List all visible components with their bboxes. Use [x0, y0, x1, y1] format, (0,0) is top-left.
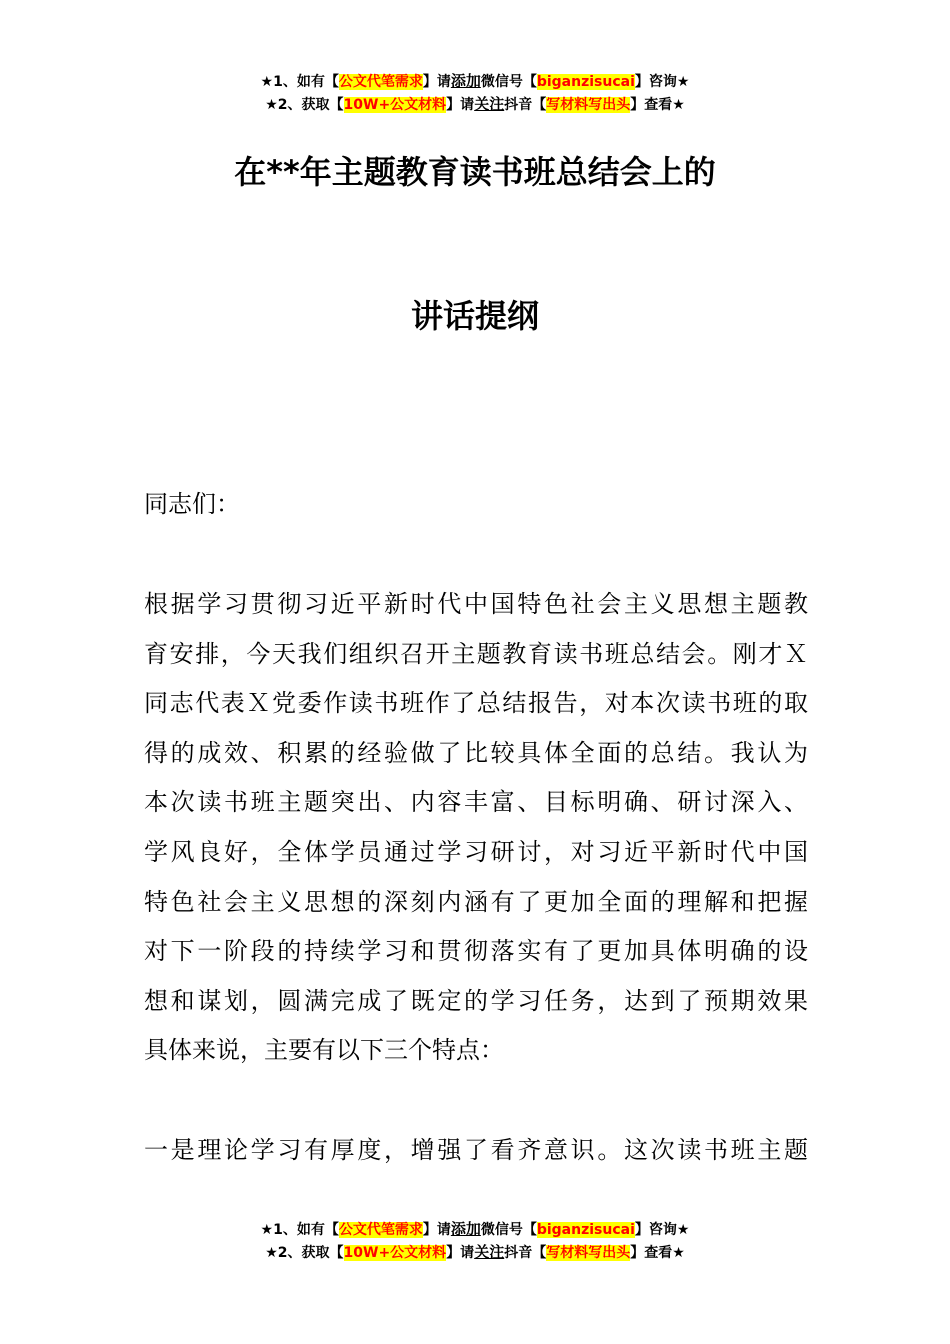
banner-text: 】咨询★ [634, 74, 690, 90]
banner-highlight-wechat-id: biganzisucai [536, 1222, 635, 1238]
banner-text: 】查看★ [630, 97, 685, 113]
banner-text: 】查看★ [630, 1245, 685, 1261]
paragraph-line: 本次读书班主题突出、内容丰富、目标明确、研讨深入、 [144, 788, 808, 817]
paragraph-line: 特色社会主义思想的深刻内涵有了更加全面的理解和把握 [144, 887, 808, 916]
banner-highlight-douyin-id: 写材料写出头 [546, 97, 631, 113]
paragraph-line: 一是理论学习有厚度，增强了看齐意识。这次读书班主题 [144, 1136, 808, 1164]
banner-highlight-service: 公文代笔需求 [338, 1222, 423, 1238]
banner-line-2 [0, 93, 950, 116]
footer-banner [0, 1218, 950, 1264]
banner-text: 抖音【 [504, 1245, 547, 1261]
document-title-line-2: 讲话提纲 [410, 297, 539, 335]
paragraph-line: 对下一阶段的持续学习和贯彻落实有了更加具体明确的设 [144, 937, 808, 966]
banner-line-2 [0, 1241, 950, 1264]
banner-text: ★1、如有【 [260, 74, 339, 90]
banner-emphasis: 添加 [450, 1220, 481, 1238]
banner-emphasis: 添加 [450, 72, 481, 90]
paragraph-line: 根据学习贯彻习近平新时代中国特色社会主义思想主题教 [144, 590, 808, 618]
banner-line-1 [0, 1218, 950, 1241]
banner-highlight-materials: 10W+公文材料 [343, 97, 447, 113]
paragraph-line: 想和谋划，圆满完成了既定的学习任务，达到了预期效果 [144, 986, 808, 1015]
banner-highlight-douyin-id: 写材料写出头 [546, 1245, 631, 1261]
banner-text: ★2、获取【 [265, 1245, 344, 1261]
banner-text: ★1、如有【 [260, 1222, 339, 1238]
body-paragraph-2 [144, 1126, 808, 1176]
greeting: 同志们： [144, 490, 240, 518]
banner-text: 微信号【 [480, 1222, 537, 1238]
body-paragraph-1 [144, 580, 808, 1076]
banner-text: 】咨询★ [634, 1222, 690, 1238]
banner-line-1 [0, 70, 950, 93]
banner-emphasis: 关注 [474, 95, 505, 113]
paragraph-line: 育安排，今天我们组织召开主题教育读书班总结会。刚才Ｘ [144, 639, 808, 668]
banner-text: ★2、获取【 [265, 97, 344, 113]
banner-highlight-service: 公文代笔需求 [338, 74, 423, 90]
header-banner [0, 70, 950, 116]
banner-text: 微信号【 [480, 74, 537, 90]
banner-highlight-materials: 10W+公文材料 [343, 1245, 447, 1261]
banner-text: 】请 [422, 74, 451, 90]
banner-highlight-wechat-id: biganzisucai [536, 74, 635, 90]
paragraph-line: 同志代表Ｘ党委作读书班作了总结报告，对本次读书班的取 [144, 689, 808, 718]
banner-text: 】请 [422, 1222, 451, 1238]
paragraph-line: 学风良好，全体学员通过学习研讨，对习近平新时代中国 [144, 837, 808, 866]
banner-text: 】请 [446, 1245, 475, 1261]
banner-text: 抖音【 [504, 97, 547, 113]
banner-text: 】请 [446, 97, 475, 113]
paragraph-line: 得的成效、积累的经验做了比较具体全面的总结。我认为 [144, 738, 808, 767]
banner-emphasis: 关注 [474, 1243, 505, 1261]
paragraph-line: 具体来说，主要有以下三个特点： [144, 1036, 504, 1065]
document-title-line-1: 在**年主题教育读书班总结会上的 [234, 153, 716, 191]
